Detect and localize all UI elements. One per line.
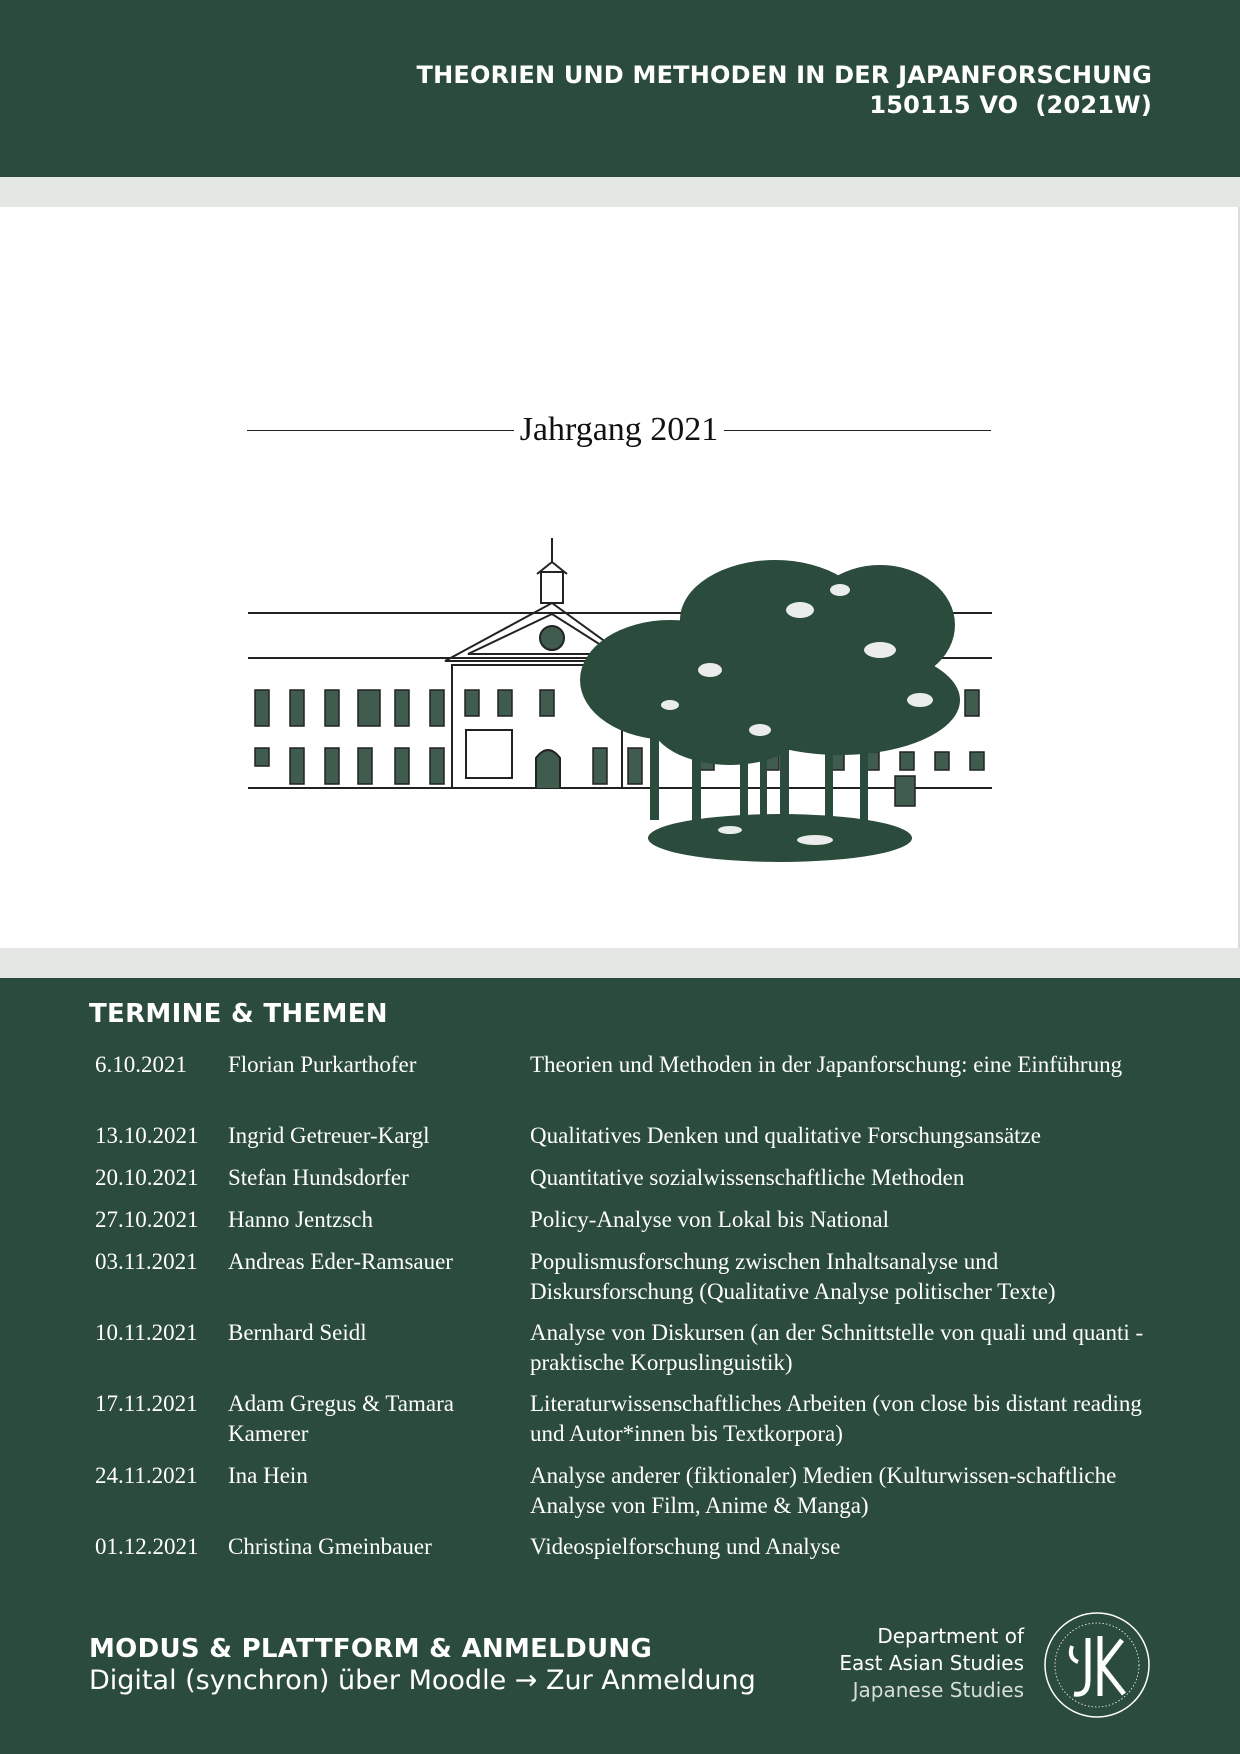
- table-row: [95, 1205, 1165, 1247]
- table-row: [95, 1461, 1165, 1532]
- course-title: [417, 60, 1152, 120]
- table-row: [95, 1050, 1165, 1121]
- session-speaker: Adam Gregus & Tamara Kamerer: [228, 1391, 454, 1446]
- session-speaker: Christina Gmeinbauer: [228, 1534, 432, 1559]
- schedule-table: [95, 1050, 1165, 1574]
- session-date: 03.11.2021: [95, 1249, 198, 1274]
- mode-text: Digital (synchron) über Moodle: [89, 1665, 507, 1696]
- table-row: [95, 1121, 1165, 1163]
- year-row: [247, 405, 991, 455]
- session-topic: Quantitative sozialwissenschaftliche Methoden: [530, 1165, 965, 1190]
- session-topic: [530, 1050, 1165, 1121]
- arrow-icon: →: [514, 1665, 538, 1696]
- mode-heading: MODUS & PLATTFORM & ANMELDUNG: [89, 1634, 653, 1664]
- gray-divider-top: [0, 177, 1240, 207]
- table-row: [95, 1318, 1165, 1389]
- rule-left: [247, 430, 514, 431]
- table-row: [95, 1247, 1165, 1318]
- dept-line2: East Asian Studies: [839, 1651, 1024, 1675]
- rule-right: [724, 430, 991, 431]
- dept-line3: Japanese Studies: [852, 1678, 1024, 1702]
- table-row: [95, 1163, 1165, 1205]
- session-date: 24.11.2021: [95, 1463, 198, 1488]
- session-topic: Analyse anderer (fiktionaler) Medien (Kulturwissen-schaftliche Analyse von Film, Anime & Manga): [530, 1463, 1117, 1518]
- session-date: 6.10.2021: [95, 1052, 187, 1077]
- session-date: 27.10.2021: [95, 1207, 199, 1232]
- session-date: 20.10.2021: [95, 1165, 199, 1190]
- session-topic: Videospielforschung und Analyse: [530, 1534, 841, 1559]
- department-logo-icon: [1042, 1610, 1152, 1720]
- session-date: 10.11.2021: [95, 1320, 198, 1345]
- session-speaker: Stefan Hundsdorfer: [228, 1165, 409, 1190]
- schedule-heading: TERMINE & THEMEN: [89, 999, 388, 1029]
- course-code: 150115 VO (2021W): [869, 91, 1152, 119]
- year-label: Jahrgang 2021: [519, 411, 719, 448]
- session-topic: Policy-Analyse von Lokal bis National: [530, 1207, 889, 1232]
- registration-link[interactable]: Zur Anmeldung: [546, 1665, 756, 1696]
- session-topic: Literaturwissenschaftliches Arbeiten (von close bis distant reading und Autor*innen bis Textkorpora): [530, 1391, 1142, 1446]
- table-row: [95, 1532, 1165, 1574]
- mode-line: [89, 1665, 756, 1696]
- building-illustration: [240, 530, 1000, 880]
- department-block: [839, 1623, 1024, 1704]
- table-row: [95, 1389, 1165, 1461]
- session-date: 13.10.2021: [95, 1123, 199, 1148]
- session-topic: Qualitatives Denken und qualitative Forschungsansätze: [530, 1123, 1041, 1148]
- session-speaker: Ingrid Getreuer-Kargl: [228, 1123, 430, 1148]
- session-topic: Analyse von Diskursen (an der Schnittstelle von quali und quanti - praktische Korpuslinguistik): [530, 1320, 1144, 1375]
- dept-line1: Department of: [877, 1624, 1024, 1648]
- session-date: 17.11.2021: [95, 1391, 198, 1416]
- session-speaker: Andreas Eder-Ramsauer: [228, 1249, 453, 1274]
- session-speaker: Florian Purkarthofer: [228, 1052, 417, 1077]
- course-title-text: THEORIEN UND METHODEN IN DER JAPANFORSCHUNG: [416, 61, 1152, 89]
- session-speaker: Hanno Jentzsch: [228, 1207, 373, 1232]
- topic-main: Theorien und Methoden in der Japanforschung: eine Einführung: [530, 1052, 1123, 1077]
- session-date: 01.12.2021: [95, 1534, 199, 1559]
- session-topic: Populismusforschung zwischen Inhaltsanalyse und Diskursforschung (Qualitative Analyse politischer Texte): [530, 1249, 1056, 1304]
- session-speaker: Bernhard Seidl: [228, 1320, 367, 1345]
- gray-divider-bottom: [0, 948, 1240, 978]
- session-speaker: Ina Hein: [228, 1463, 308, 1488]
